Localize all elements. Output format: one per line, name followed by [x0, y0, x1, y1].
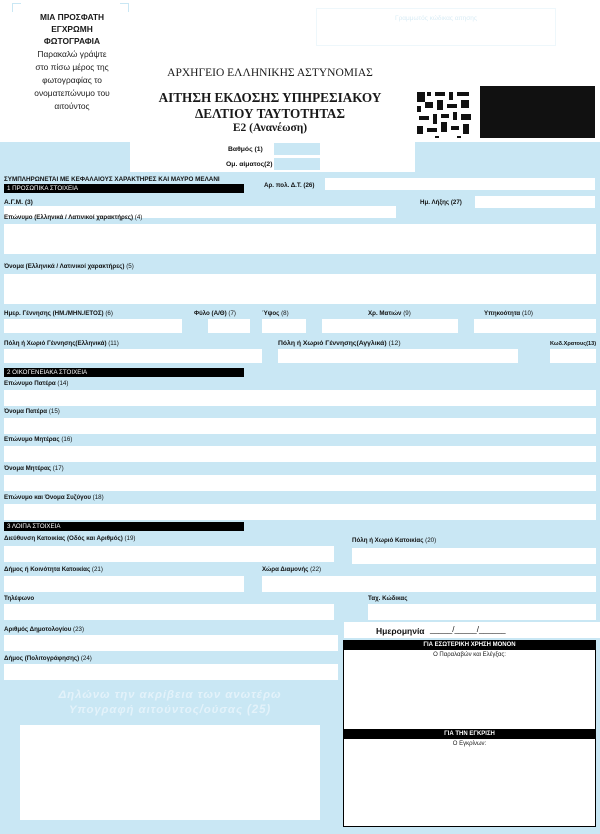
country-code-field[interactable]: [550, 349, 596, 363]
municipality-label: [4, 566, 103, 573]
spouse-field[interactable]: [4, 504, 596, 520]
surname-label: [4, 214, 142, 221]
surname-field[interactable]: [4, 224, 596, 254]
photo-title-line: ΕΓΧΡΩΜΗ: [51, 24, 93, 34]
municipality-label-text: Δήμος ή Κοινότητα Κατοικίας: [4, 566, 91, 573]
birth-date-field[interactable]: [4, 319, 182, 333]
father-name-label-number: (15): [47, 408, 60, 415]
barcode-label: Γραμμωτός κώδικας αιτησης: [395, 15, 477, 22]
section-other-header: 3 ΛΟΙΠΑ ΣΤΟΙΧΕΙΑ: [4, 522, 244, 531]
eye-color-field[interactable]: [322, 319, 458, 333]
rank-label: Βαθμός (1): [228, 146, 263, 153]
spouse-label-number: (18): [90, 494, 104, 501]
sex-label-number: (7): [226, 310, 236, 317]
declaration-line1: Δηλώνω την ακρίβεια των ανωτέρω: [58, 689, 282, 701]
father-surname-label-number: (14): [55, 380, 69, 387]
declaration-line2: Υπογραφή αιτούντος/ούσας (25): [68, 704, 272, 716]
postal-code-label: Ταχ. Κώδικας: [368, 595, 408, 602]
photo-corner-mark: [12, 3, 21, 12]
surname-label-text: Επώνυμο (Ελληνικά / Λατινικοί χαρακτήρες): [4, 214, 134, 221]
photo-box: [20, 5, 124, 155]
sex-label: [194, 310, 236, 317]
blood-type-label: Ομ. αίματος(2): [226, 161, 273, 168]
photo-instruction-line: ονοματεπώνυμο του: [34, 88, 110, 98]
title-white-area: [130, 138, 415, 172]
birth-place-en-label: [278, 340, 401, 347]
birth-date-label-number: (6): [103, 310, 113, 317]
postal-code-field[interactable]: [368, 604, 596, 620]
citizenship-field[interactable]: [474, 319, 596, 333]
date-label: Ημερομηνία: [376, 626, 425, 636]
registry-no-label: [4, 626, 84, 633]
residence-city-label-number: (20): [423, 537, 437, 544]
country-residence-label-number: (22): [308, 566, 322, 573]
rank-field[interactable]: [274, 143, 320, 155]
signature-field[interactable]: [20, 725, 320, 820]
name-field[interactable]: [4, 274, 596, 304]
height-label-number: (8): [279, 310, 289, 317]
expiry-field[interactable]: [475, 196, 595, 208]
address-field[interactable]: [4, 546, 334, 562]
country-code-label: Κωδ.Χρατους(13): [550, 341, 597, 347]
photo-instruction-line: Παρακαλώ γράψτε: [37, 49, 107, 59]
birth-place-gr-label: [4, 340, 119, 347]
father-surname-label: [4, 380, 68, 387]
section-personal-header: 1 ΠΡΟΣΩΠΙΚΑ ΣΤΟΙΧΕΙΑ: [4, 184, 244, 193]
section-family-header: 2 ΟΙΚΟΓΕΝΕΙΑΚΑ ΣΤΟΙΧΕΙΑ: [4, 368, 244, 377]
height-field[interactable]: [262, 319, 306, 333]
address-label-number: (19): [122, 535, 136, 542]
name-label-text: Όνομα (Ελληνικά / Λατινικοί χαρακτήρες): [4, 263, 125, 270]
birth-place-gr-field[interactable]: [4, 349, 262, 363]
father-surname-field[interactable]: [4, 390, 596, 406]
citizenship-label: [484, 310, 533, 317]
police-id-label: Αρ. πολ. Δ.Τ. (26): [264, 182, 315, 189]
police-id-field[interactable]: [325, 178, 595, 190]
photo-title-line: ΦΩΤΟΓΡΑΦΙΑ: [43, 36, 101, 46]
address-label: [4, 535, 136, 542]
agency-name: ΑΡΧΗΓΕΙΟ ΕΛΛΗΝΙΚΗΣ ΑΣΤΥΝΟΜΙΑΣ: [167, 67, 373, 79]
mother-surname-label: [4, 436, 72, 443]
residence-city-field[interactable]: [352, 548, 596, 564]
internal-use-subtitle: Ο Παραλαβών και Ελέγξας:: [433, 652, 506, 658]
expiry-label: Ημ. Λήξης (27): [420, 199, 462, 206]
agm-label: Α.Γ.Μ. (3): [4, 199, 33, 206]
address-label-text: Διεύθυνση Κατοικίας (Οδός και Αριθμός): [4, 535, 123, 542]
mother-name-label-text: Όνομα Μητέρας: [4, 465, 51, 472]
father-surname-label-text: Επώνυμο Πατέρα: [4, 380, 56, 387]
residence-city-label: [352, 537, 436, 544]
sex-label-text: Φύλο (Α/Θ): [194, 310, 227, 317]
photo-instruction-line: φωτογραφίας το: [42, 75, 102, 85]
height-label-text: Ύψος: [262, 310, 280, 317]
mother-name-label: [4, 465, 64, 472]
name-label: [4, 263, 134, 270]
phone-label: Τηλέφωνο: [4, 595, 35, 602]
eye-color-label: [368, 310, 411, 317]
sex-field[interactable]: [208, 319, 250, 333]
date-blank[interactable]: _____/_____/______: [430, 625, 506, 634]
photo-corner-mark: [120, 3, 129, 12]
phone-field[interactable]: [4, 604, 334, 620]
mother-name-label-number: (17): [50, 465, 64, 472]
birth-place-gr-label-text: Πόλη ή Χωριό Γέννησης(Ελληνικά): [4, 340, 107, 347]
spouse-label: [4, 494, 104, 501]
country-residence-label: [262, 566, 321, 573]
photo-instruction-line: στο πίσω μέρος της: [35, 62, 109, 72]
form-title-line2: ΔΕΛΤΙΟΥ ΤΑΥΤΟΤΗΤΑΣ: [194, 106, 346, 121]
municipality-field[interactable]: [4, 576, 244, 592]
citizenship-label-number: (10): [520, 310, 533, 317]
registry-municipality-label: [4, 655, 92, 662]
height-label: [262, 310, 289, 317]
country-residence-field[interactable]: [262, 576, 596, 592]
father-name-label: [4, 408, 60, 415]
birth-place-en-label-number: (12): [386, 340, 401, 347]
residence-city-label-text: Πόλη ή Χωριό Κατοικίας: [352, 537, 424, 544]
blood-type-field[interactable]: [274, 158, 320, 170]
form-code: Ε2 (Ανανέωση): [232, 122, 308, 134]
approval-box: [343, 729, 596, 827]
name-label-number: (5): [124, 263, 134, 270]
municipality-label-number: (21): [90, 566, 103, 573]
internal-use-title: ΓΙΑ ΕΣΩΤΕΡΙΚΗ ΧΡΗΣΗ ΜΟΝΟΝ: [344, 641, 595, 650]
mother-surname-label-number: (16): [59, 436, 73, 443]
surname-label-number: (4): [133, 214, 143, 221]
internal-use-box: [343, 640, 596, 730]
registry-no-label-number: (23): [71, 626, 85, 633]
registry-municipality-label-number: (24): [79, 655, 92, 662]
citizenship-label-text: Υπηκοότητα: [484, 310, 521, 317]
birth-place-en-label-text: Πόλη ή Χωριό Γέννησης(Αγγλικά): [278, 340, 387, 347]
registry-municipality-field[interactable]: [4, 664, 338, 680]
birth-place-en-field[interactable]: [278, 349, 518, 363]
declaration-text: [20, 688, 320, 718]
mother-name-field[interactable]: [4, 475, 596, 491]
birth-date-label-text: Ημερ. Γέννησης (ΗΜ./ΜΗΝ./ΕΤΟΣ): [4, 310, 104, 317]
father-name-field[interactable]: [4, 418, 596, 434]
photo-instruction-line: αιτούντος: [54, 101, 90, 111]
birth-date-label: [4, 310, 113, 317]
mother-surname-field[interactable]: [4, 446, 596, 462]
country-residence-label-text: Χώρα Διαμονής: [262, 566, 309, 573]
birth-place-gr-label-number: (11): [106, 340, 119, 347]
eye-color-label-text: Χρ. Ματιών: [368, 310, 402, 317]
approval-subtitle: Ο Εγκρίνων:: [452, 741, 487, 747]
barcode-label-box: [316, 8, 556, 46]
registry-municipality-label-text: Δήμος (Πολιτογράφησης): [4, 655, 80, 662]
form-title-line1: ΑΙΤΗΣΗ ΕΚΔΟΣΗΣ ΥΠΗΡΕΣΙΑΚΟΥ: [158, 90, 382, 105]
approval-title: ΓΙΑ ΤΗΝ ΕΓΚΡΙΣΗ: [344, 730, 595, 739]
spouse-label-text: Επώνυμο και Όνομα Συζύγου: [4, 494, 91, 501]
fill-notice: ΣΥΜΠΛΗΡΩΝΕΤΑΙ ΜΕ ΚΕΦΑΛΑΙΟΥΣ ΧΑΡΑΚΤΗΡΕΣ ΚΑΙ ΜΑΥΡΟ ΜΕΛΑΝΙ: [4, 176, 220, 183]
father-name-label-text: Όνομα Πατέρα: [4, 408, 48, 415]
registry-no-field[interactable]: [4, 635, 338, 651]
photo-title-line: ΜΙΑ ΠΡΟΣΦΑΤΗ: [39, 12, 105, 22]
mother-surname-label-text: Επώνυμο Μητέρας: [4, 436, 60, 443]
eye-color-label-number: (9): [401, 310, 411, 317]
registry-no-label-text: Αριθμός Δημοτολογίου: [4, 626, 72, 633]
